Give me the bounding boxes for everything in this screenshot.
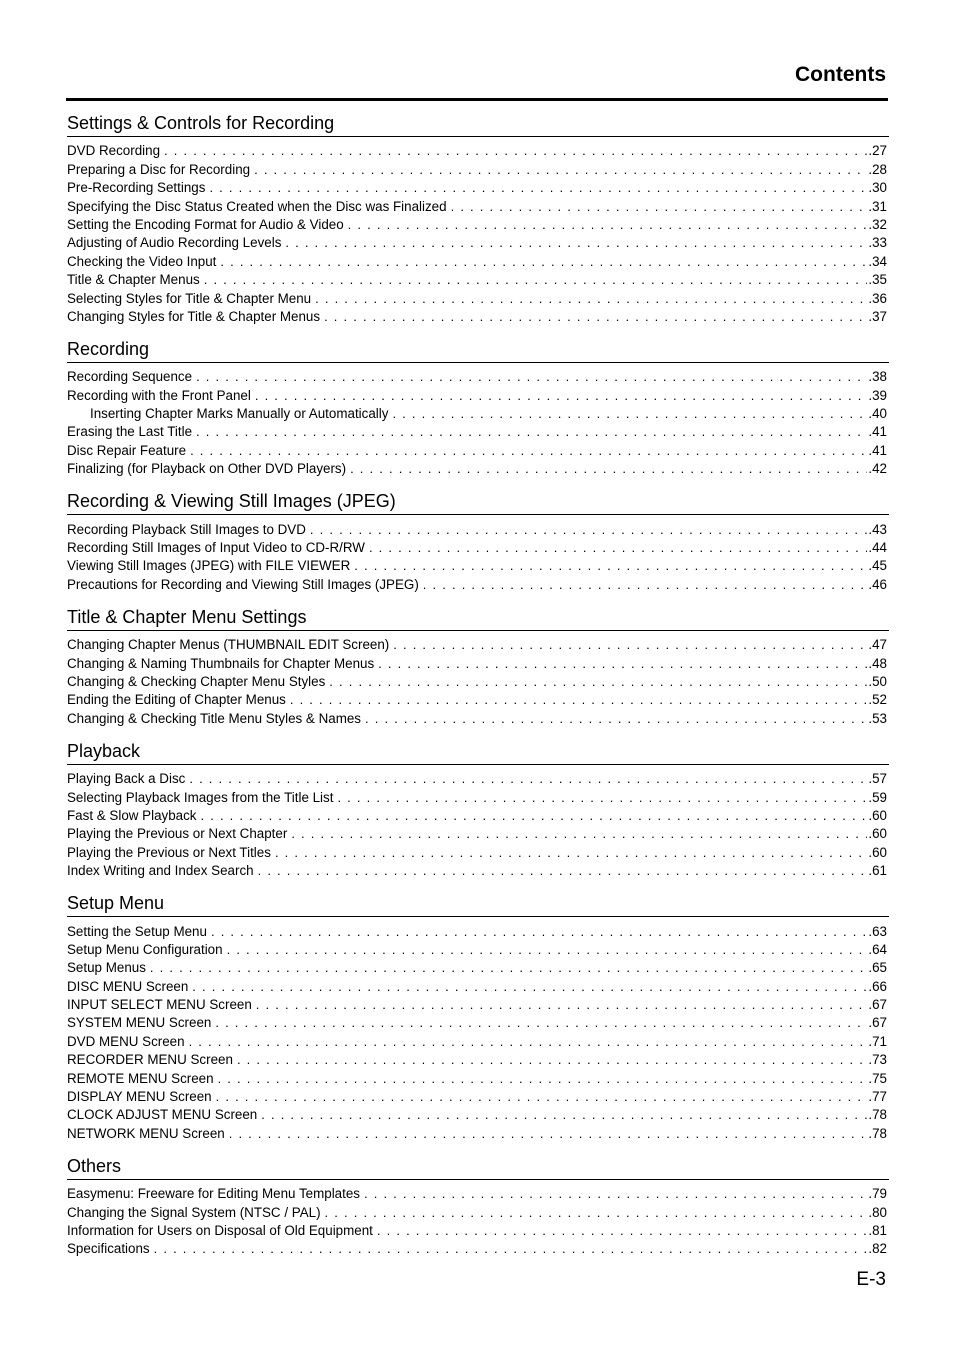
dot-leader (189, 1033, 868, 1051)
entry-title: SYSTEM MENU Screen (67, 1015, 212, 1031)
entry-title: INPUT SELECT MENU Screen (67, 997, 252, 1013)
entry-page-number: .59 (868, 789, 887, 805)
entry-page-number: .42 (868, 461, 887, 477)
entry-title: Viewing Still Images (JPEG) with FILE VIEWER (67, 558, 351, 574)
entry-title: Recording with the Front Panel (67, 387, 251, 403)
toc-entry[interactable] (67, 1203, 887, 1221)
toc-entry[interactable] (67, 460, 887, 478)
dot-leader (290, 691, 868, 709)
entry-title: Selecting Styles for Title & Chapter Menu (67, 290, 312, 306)
entry-page-number: .44 (868, 540, 887, 556)
toc-entry[interactable] (67, 308, 887, 326)
entry-list (67, 520, 887, 594)
entry-title: DISC MENU Screen (67, 978, 189, 994)
toc-entry[interactable] (67, 770, 887, 788)
dot-leader (196, 423, 867, 441)
entry-title: Playing Back a Disc (67, 771, 186, 787)
dot-leader (365, 710, 867, 728)
toc-entry[interactable] (67, 654, 887, 672)
dot-leader (227, 941, 868, 959)
toc-entry[interactable] (67, 1106, 887, 1124)
entry-title: DVD Recording (67, 143, 161, 159)
toc-section (67, 338, 887, 478)
dot-leader (315, 290, 867, 308)
dot-leader (364, 1185, 867, 1203)
toc-entry[interactable] (67, 405, 887, 423)
page-number: E-3 (856, 1269, 886, 1290)
dot-leader (423, 576, 868, 594)
entry-title: Changing & Naming Thumbnails for Chapter Menus (67, 655, 375, 671)
entry-page-number: .43 (868, 521, 887, 537)
entry-title: Changing Chapter Menus (THUMBNAIL EDIT Screen) (67, 637, 390, 653)
entry-title: RECORDER MENU Screen (67, 1052, 233, 1068)
toc-entry[interactable] (67, 386, 887, 404)
toc-entry[interactable] (67, 557, 887, 575)
table-of-contents (67, 112, 887, 1258)
dot-leader (392, 405, 867, 423)
entry-title: Easymenu: Freeware for Editing Menu Templates (67, 1186, 360, 1202)
section-heading: Recording & Viewing Still Images (JPEG) (67, 490, 889, 515)
entry-title: Selecting Playback Images from the Title List (67, 789, 334, 805)
entry-page-number: .47 (868, 637, 887, 653)
entry-title: Erasing the Last Title (67, 424, 193, 440)
dot-leader (201, 807, 868, 825)
entry-page-number: .80 (868, 1204, 887, 1220)
entry-page-number: .78 (868, 1107, 887, 1123)
entry-page-number: .65 (868, 960, 887, 976)
dot-leader (254, 161, 867, 179)
toc-entry[interactable] (67, 1088, 887, 1106)
entry-title: Specifying the Disc Status Created when the Disc was Finalized (67, 198, 447, 214)
toc-entry[interactable] (67, 520, 887, 538)
dot-leader (393, 636, 867, 654)
entry-title: NETWORK MENU Screen (67, 1125, 225, 1141)
entry-page-number: .33 (868, 235, 887, 251)
entry-title: Finalizing (for Playback on Other DVD Players) (67, 461, 347, 477)
section-heading: Title & Chapter Menu Settings (67, 606, 889, 631)
dot-leader (377, 1222, 867, 1240)
toc-entry[interactable] (67, 709, 887, 727)
entry-page-number: .64 (868, 941, 887, 957)
toc-entry[interactable] (67, 673, 887, 691)
entry-title: Fast & Slow Playback (67, 807, 197, 823)
dot-leader (258, 862, 868, 880)
dot-leader (237, 1051, 867, 1069)
entry-title: Changing & Checking Chapter Menu Styles (67, 673, 326, 689)
section-heading: Settings & Controls for Recording (67, 112, 889, 137)
entry-list (67, 636, 887, 728)
entry-title: DVD MENU Screen (67, 1033, 185, 1049)
dot-leader (285, 234, 867, 252)
dot-leader (154, 1240, 868, 1258)
entry-page-number: .39 (868, 387, 887, 403)
contents-page (67, 62, 887, 1258)
entry-title: Setup Menu Configuration (67, 941, 223, 957)
page-title: Contents (795, 63, 886, 86)
toc-entry[interactable] (67, 1222, 887, 1240)
toc-entry[interactable] (67, 1240, 887, 1258)
dot-leader (348, 216, 868, 234)
toc-entry[interactable] (67, 843, 887, 861)
toc-section (67, 740, 887, 880)
toc-entry[interactable] (67, 216, 887, 234)
dot-leader (337, 789, 867, 807)
entry-title: Index Writing and Index Search (67, 863, 254, 879)
entry-page-number: .67 (868, 997, 887, 1013)
toc-entry[interactable] (67, 575, 887, 593)
entry-page-number: .77 (868, 1089, 887, 1105)
toc-entry[interactable] (67, 234, 887, 252)
entry-title: Pre-Recording Settings (67, 180, 206, 196)
entry-page-number: .81 (868, 1222, 887, 1238)
entry-page-number: .75 (868, 1070, 887, 1086)
entry-title: Adjusting of Audio Recording Levels (67, 235, 282, 251)
entry-title: Recording Still Images of Input Video to CD-R/RW (67, 540, 365, 556)
entry-page-number: .30 (868, 180, 887, 196)
toc-entry[interactable] (67, 1124, 887, 1142)
entry-title: CLOCK ADJUST MENU Screen (67, 1107, 258, 1123)
entry-page-number: .36 (868, 290, 887, 306)
entry-page-number: .35 (868, 272, 887, 288)
entry-title: Preparing a Disc for Recording (67, 161, 251, 177)
toc-entry[interactable] (67, 788, 887, 806)
dot-leader (255, 387, 868, 405)
toc-entry[interactable] (67, 1051, 887, 1069)
section-heading: Recording (67, 338, 889, 363)
dot-leader (192, 978, 867, 996)
toc-entry[interactable] (67, 1185, 887, 1203)
title-rule (66, 98, 888, 101)
entry-page-number: .45 (868, 558, 887, 574)
entry-page-number: .40 (868, 406, 887, 422)
entry-page-number: .82 (868, 1241, 887, 1257)
toc-entry[interactable] (67, 691, 887, 709)
entry-list (67, 770, 887, 880)
toc-entry[interactable] (67, 825, 887, 843)
dot-leader (164, 142, 867, 160)
entry-list (67, 368, 887, 478)
dot-leader (196, 368, 867, 386)
entry-list (67, 922, 887, 1143)
toc-entry[interactable] (67, 160, 887, 178)
entry-page-number: .27 (868, 143, 887, 159)
dot-leader (275, 844, 867, 862)
entry-page-number: .61 (868, 863, 887, 879)
entry-title: Checking the Video Input (67, 253, 217, 269)
toc-entry[interactable] (67, 271, 887, 289)
dot-leader (189, 770, 867, 788)
dot-leader (369, 539, 867, 557)
dot-leader (291, 825, 867, 843)
dot-leader (218, 1070, 868, 1088)
toc-entry[interactable] (67, 539, 887, 557)
entry-title: REMOTE MENU Screen (67, 1070, 214, 1086)
entry-page-number: .57 (868, 771, 887, 787)
dot-leader (378, 655, 867, 673)
toc-entry[interactable] (67, 441, 887, 459)
entry-title: Specifications (67, 1241, 150, 1257)
entry-page-number: .46 (868, 576, 887, 592)
entry-page-number: .52 (868, 692, 887, 708)
entry-page-number: .60 (868, 844, 887, 860)
entry-page-number: .32 (868, 216, 887, 232)
entry-title: Precautions for Recording and Viewing Still Images (JPEG) (67, 576, 419, 592)
toc-entry[interactable] (67, 996, 887, 1014)
entry-list (67, 142, 887, 326)
toc-entry[interactable] (67, 197, 887, 215)
entry-page-number: .38 (868, 369, 887, 385)
entry-title: Ending the Editing of Chapter Menus (67, 692, 286, 708)
dot-leader (229, 1125, 868, 1143)
entry-title: DISPLAY MENU Screen (67, 1089, 212, 1105)
entry-page-number: .50 (868, 673, 887, 689)
toc-entry[interactable] (67, 289, 887, 307)
toc-entry[interactable] (67, 977, 887, 995)
entry-title: Setting the Encoding Format for Audio & Video (67, 216, 344, 232)
toc-entry[interactable] (67, 423, 887, 441)
dot-leader (190, 442, 867, 460)
entry-title: Information for Users on Disposal of Old Equipment (67, 1222, 373, 1238)
entry-page-number: .37 (868, 308, 887, 324)
entry-title: Changing Styles for Title & Chapter Menus (67, 308, 321, 324)
dot-leader (150, 959, 867, 977)
toc-entry[interactable] (67, 1069, 887, 1087)
entry-page-number: .78 (868, 1125, 887, 1141)
dot-leader (209, 179, 867, 197)
toc-entry[interactable] (67, 252, 887, 270)
dot-leader (215, 1014, 867, 1032)
dot-leader (350, 460, 867, 478)
dot-leader (324, 308, 867, 326)
toc-section (67, 1155, 887, 1259)
dot-leader (256, 996, 868, 1014)
entry-page-number: .53 (868, 710, 887, 726)
entry-page-number: .28 (868, 161, 887, 177)
entry-title: Title & Chapter Menus (67, 272, 200, 288)
entry-title: Disc Repair Feature (67, 442, 187, 458)
section-heading: Playback (67, 740, 889, 765)
entry-list (67, 1185, 887, 1259)
toc-section (67, 490, 887, 594)
toc-section (67, 606, 887, 728)
entry-title: Recording Sequence (67, 369, 193, 385)
toc-entry[interactable] (67, 368, 887, 386)
entry-title: Playing the Previous or Next Titles (67, 844, 271, 860)
toc-entry[interactable] (67, 941, 887, 959)
entry-page-number: .60 (868, 826, 887, 842)
dot-leader (325, 1204, 868, 1222)
entry-title: Setup Menus (67, 960, 146, 976)
entry-page-number: .63 (868, 923, 887, 939)
entry-title: Changing the Signal System (NTSC / PAL) (67, 1204, 321, 1220)
entry-title: Playing the Previous or Next Chapter (67, 826, 288, 842)
toc-entry[interactable] (67, 1014, 887, 1032)
entry-page-number: .41 (868, 424, 887, 440)
dot-leader (354, 557, 867, 575)
entry-page-number: .41 (868, 442, 887, 458)
entry-page-number: .34 (868, 253, 887, 269)
toc-section (67, 892, 887, 1143)
toc-entry[interactable] (67, 807, 887, 825)
entry-page-number: .48 (868, 655, 887, 671)
dot-leader (261, 1106, 867, 1124)
entry-title: Inserting Chapter Marks Manually or Automatically (90, 406, 389, 422)
entry-page-number: .60 (868, 807, 887, 823)
entry-title: Setting the Setup Menu (67, 923, 207, 939)
dot-leader (310, 521, 867, 539)
entry-page-number: .66 (868, 978, 887, 994)
dot-leader (329, 673, 867, 691)
dot-leader (211, 923, 867, 941)
dot-leader (220, 253, 867, 271)
entry-title: Changing & Checking Title Menu Styles & Names (67, 710, 361, 726)
toc-entry[interactable] (67, 959, 887, 977)
toc-entry[interactable] (67, 142, 887, 160)
toc-entry[interactable] (67, 636, 887, 654)
entry-page-number: .31 (868, 198, 887, 214)
dot-leader (216, 1088, 868, 1106)
entry-page-number: .71 (868, 1033, 887, 1049)
toc-entry[interactable] (67, 179, 887, 197)
toc-entry[interactable] (67, 862, 887, 880)
entry-page-number: .73 (868, 1052, 887, 1068)
toc-entry[interactable] (67, 922, 887, 940)
section-heading: Setup Menu (67, 892, 889, 917)
entry-title: Recording Playback Still Images to DVD (67, 521, 306, 537)
dot-leader (204, 271, 868, 289)
entry-page-number: .67 (868, 1015, 887, 1031)
section-heading: Others (67, 1155, 889, 1180)
entry-page-number: .79 (868, 1186, 887, 1202)
dot-leader (451, 198, 868, 216)
toc-section (67, 112, 887, 326)
toc-entry[interactable] (67, 1032, 887, 1050)
